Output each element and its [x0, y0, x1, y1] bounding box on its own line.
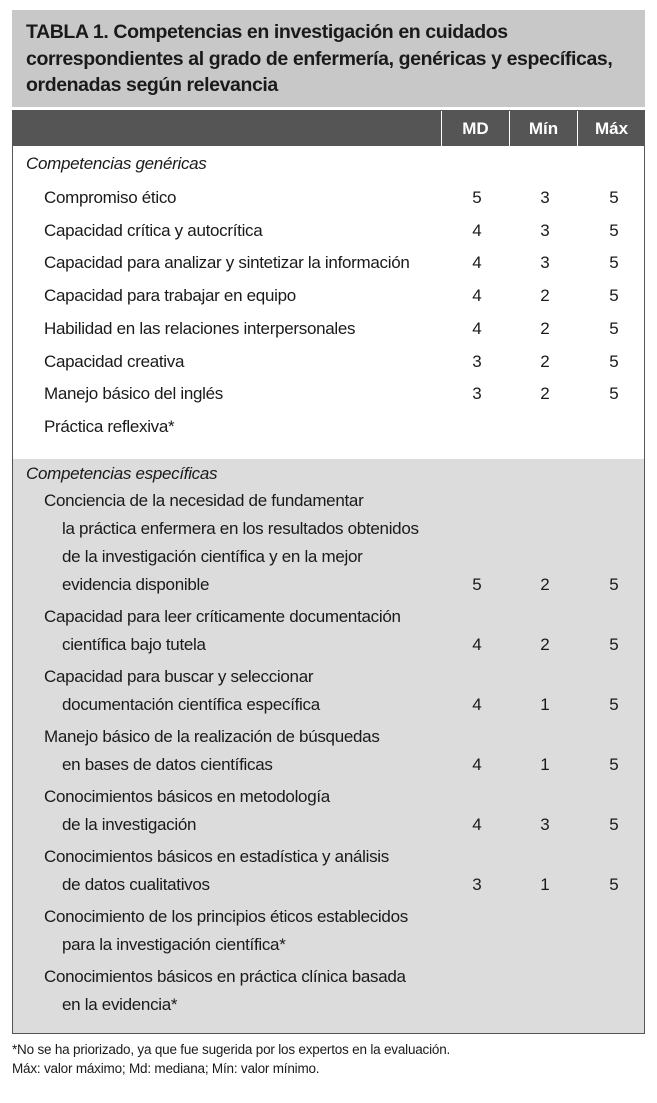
- competency-label-line: Manejo básico de la realización de búsquedas: [44, 727, 380, 746]
- md-value: 4: [472, 695, 482, 714]
- max-value: 5: [609, 351, 619, 371]
- max-value: 5: [609, 635, 619, 654]
- max-value: 5: [609, 220, 619, 240]
- max-value: 5: [609, 815, 619, 834]
- md-value: 4: [472, 318, 482, 338]
- competency-label: [44, 783, 330, 839]
- specific-section: [13, 459, 644, 1033]
- min-value: 3: [540, 253, 550, 273]
- min-value: 1: [540, 755, 550, 774]
- specific-section-label: Competencias específicas: [26, 464, 218, 483]
- competency-label: [44, 843, 389, 899]
- competency-label-line: en bases de datos científicas: [62, 755, 273, 774]
- min-value: 2: [540, 351, 550, 371]
- min-value: 3: [540, 188, 550, 207]
- competency-label-line: Capacidad crítica y autocrítica: [44, 220, 263, 240]
- competency-label: [44, 963, 406, 1019]
- table-title: TABLA 1. Competencias en investigación en cuidados correspondientes al grado de enfermería, genéricas y específicas, ordenadas según relevancia: [26, 21, 613, 96]
- competency-label: [44, 413, 174, 441]
- min-value: 2: [540, 384, 550, 404]
- competencies-table: [12, 110, 645, 1034]
- max-value: 5: [609, 575, 619, 594]
- min-value: 2: [540, 318, 550, 338]
- competency-label: [44, 249, 410, 277]
- competency-label: [44, 903, 408, 959]
- max-value: 5: [609, 875, 619, 894]
- md-value: 3: [472, 875, 482, 894]
- min-value: 2: [540, 286, 550, 306]
- competency-label: [44, 282, 296, 310]
- min-value: 3: [540, 815, 550, 834]
- competency-label-line: Capacidad para trabajar en equipo: [44, 286, 296, 306]
- generic-section-label: Competencias genéricas: [26, 154, 207, 173]
- max-value: 5: [609, 384, 619, 404]
- md-value: 4: [472, 220, 482, 240]
- md-value: 5: [472, 188, 482, 207]
- max-value: 5: [609, 188, 619, 207]
- md-value: 4: [472, 286, 482, 306]
- header-min: Mín: [509, 111, 577, 146]
- max-value: 5: [609, 286, 619, 306]
- competency-label: [44, 663, 320, 719]
- competency-label: [44, 487, 419, 599]
- md-value: 3: [472, 384, 482, 404]
- table-footnotes: [12, 1040, 450, 1078]
- competency-label-line: Conocimiento de los principios éticos establecidos: [44, 907, 408, 926]
- competency-label-line: evidencia disponible: [62, 575, 210, 594]
- competency-label: [44, 603, 401, 659]
- competency-label-line: Capacidad para leer críticamente documentación: [44, 607, 401, 626]
- md-value: 4: [472, 635, 482, 654]
- max-value: 5: [609, 318, 619, 338]
- min-value: 3: [540, 220, 550, 240]
- max-value: 5: [609, 253, 619, 273]
- competency-label-line: Manejo básico del inglés: [44, 384, 223, 404]
- footnote-abbreviations: Máx: valor máximo; Md: mediana; Mín: valor mínimo.: [12, 1061, 320, 1076]
- table-header: [13, 111, 644, 146]
- footnote-asterisk: *No se ha priorizado, ya que fue sugerida por los expertos en la evaluación.: [12, 1042, 451, 1057]
- competency-label-line: Capacidad creativa: [44, 351, 185, 371]
- competency-label-line: Capacidad para analizar y sintetizar la información: [44, 253, 410, 273]
- competency-label-line: científica bajo tutela: [62, 635, 206, 654]
- competency-label: [44, 723, 380, 779]
- competency-label-line: de datos cualitativos: [62, 875, 210, 894]
- competency-label-line: la práctica enfermera en los resultados obtenidos: [62, 519, 419, 538]
- competency-label-line: Conocimientos básicos en estadística y análisis: [44, 847, 389, 866]
- competency-label-line: Conocimientos básicos en práctica clínica basada: [44, 967, 406, 986]
- min-value: 1: [540, 695, 550, 714]
- competency-label: [44, 380, 223, 408]
- competency-label-line: en la evidencia*: [62, 995, 178, 1014]
- competency-label-line: Capacidad para buscar y seleccionar: [44, 667, 314, 686]
- md-value: 5: [472, 575, 482, 594]
- competency-label-line: de la investigación: [62, 815, 197, 834]
- header-md: MD: [441, 111, 509, 146]
- md-value: 4: [472, 815, 482, 834]
- min-value: 2: [540, 635, 550, 654]
- competency-label-line: Compromiso ético: [44, 188, 177, 207]
- md-value: 4: [472, 755, 482, 774]
- competency-label-line: Habilidad en las relaciones interpersonales: [44, 318, 356, 338]
- competency-label-line: Conciencia de la necesidad de fundamentar: [44, 491, 364, 510]
- generic-section: [13, 146, 644, 459]
- max-value: 5: [609, 755, 619, 774]
- competency-label-line: Práctica reflexiva*: [44, 416, 175, 436]
- competency-label-line: documentación científica específica: [62, 695, 320, 714]
- md-value: 4: [472, 253, 482, 273]
- competency-label-line: de la investigación científica y en la mejor: [62, 547, 363, 566]
- competency-label-line: Conocimientos básicos en metodología: [44, 787, 330, 806]
- competency-label: [44, 217, 262, 245]
- competency-label-line: para la investigación científica*: [62, 935, 286, 954]
- competency-label: [44, 315, 355, 343]
- min-value: 1: [540, 875, 550, 894]
- competency-label: [44, 348, 184, 376]
- md-value: 3: [472, 351, 482, 371]
- header-max: Máx: [577, 111, 645, 146]
- competency-label: [44, 184, 176, 212]
- max-value: 5: [609, 695, 619, 714]
- table-title-box: [12, 10, 645, 107]
- min-value: 2: [540, 575, 550, 594]
